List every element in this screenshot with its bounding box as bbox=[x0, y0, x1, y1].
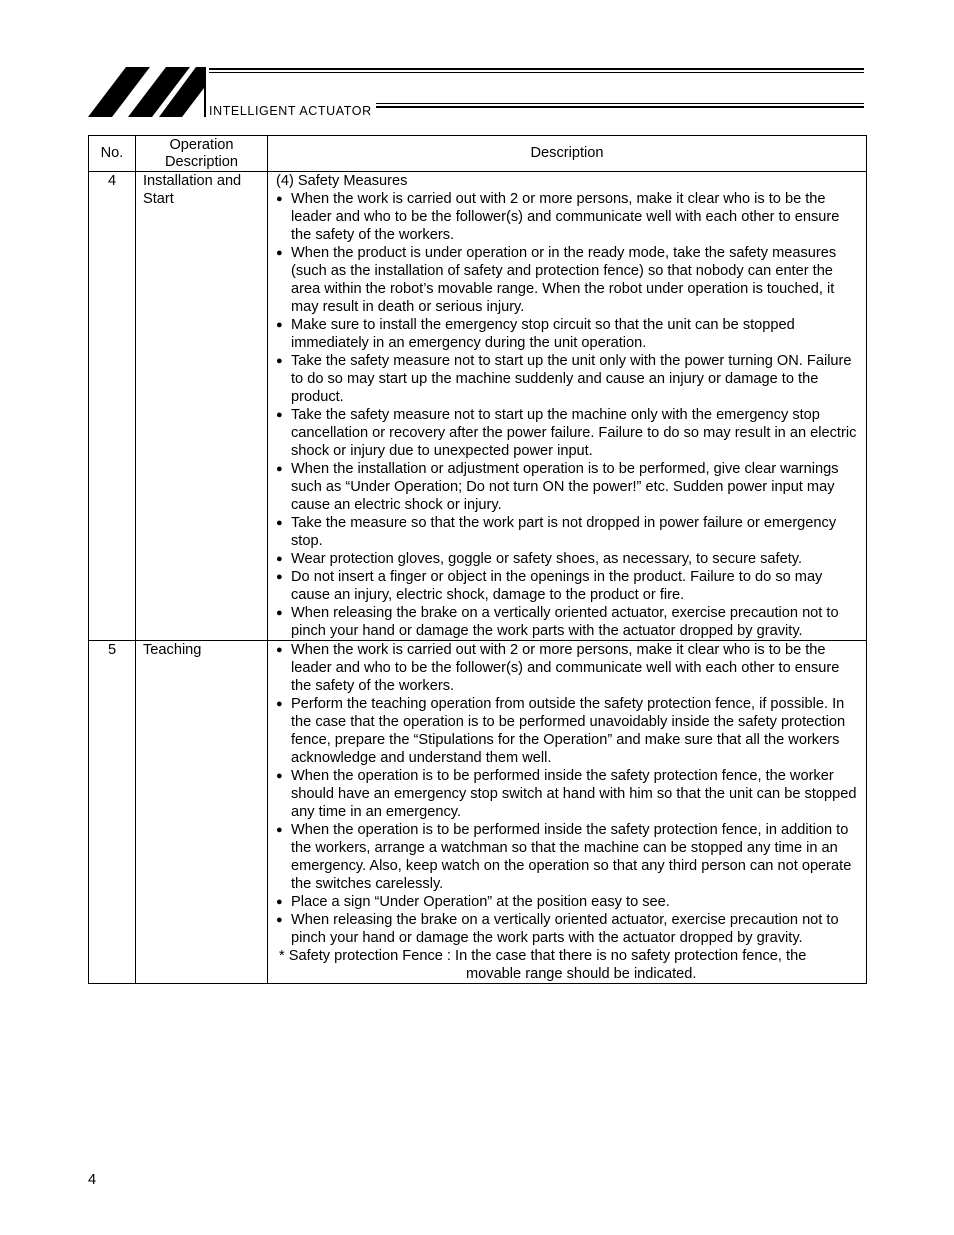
header-rule bbox=[376, 106, 864, 108]
table-header-row bbox=[89, 136, 867, 172]
brand-name: INTELLIGENT ACTUATOR bbox=[209, 104, 372, 118]
list-item: ● When the work is carried out with 2 or more persons, make it clear who is to be the leader and who to be the follower(s) and communicate well with each other to ensure the safety of the workers. bbox=[276, 190, 860, 244]
section-subtitle: (4) Safety Measures bbox=[276, 173, 408, 189]
list-item: ● Perform the teaching operation from outside the safety protection fence, if possible. In the case that the operation is to be performed unavoidably inside the safety protection fence, prepare the “Stipulations for the Operation” and make sure that all the workers acknowledge and understand them well. bbox=[276, 695, 860, 767]
operation-name: Installation and Start bbox=[136, 172, 268, 641]
table-row bbox=[89, 641, 867, 984]
header-rule bbox=[209, 72, 864, 73]
header-rule bbox=[209, 68, 864, 70]
header-operation: Operation Description bbox=[136, 136, 268, 172]
description-cell bbox=[268, 641, 867, 984]
list-item: ● Take the safety measure not to start up the machine only with the emergency stop cancellation or recovery after the power failure. Failure to do so may result in an electric shock or injury due to unexpected power input. bbox=[276, 406, 860, 460]
bullet-list bbox=[276, 190, 860, 640]
footnote-continuation: movable range should be indicated. bbox=[466, 966, 697, 982]
header-description: Description bbox=[268, 136, 867, 172]
header-no: No. bbox=[89, 136, 136, 172]
footnote: * Safety protection Fence : In the case that there is no safety protection fence, the bbox=[279, 948, 807, 964]
list-item: ● Wear protection gloves, goggle or safety shoes, as necessary, to secure safety. bbox=[276, 550, 860, 568]
list-item: ● When the operation is to be performed inside the safety protection fence, the worker should have an emergency stop switch at hand with him so that the unit can be stopped any time in an emergency. bbox=[276, 767, 860, 821]
list-item: ● Take the safety measure not to start up the unit only with the power turning ON. Failure to do so may start up the machine suddenly and cause an injury or damage to the product. bbox=[276, 352, 860, 406]
page-header bbox=[0, 0, 954, 130]
operation-name: Teaching bbox=[136, 641, 268, 984]
page-number: 4 bbox=[88, 1172, 97, 1188]
list-item: ● When the product is under operation or in the ready mode, take the safety measures (such as the installation of safety and protection fence) so that nobody can enter the area within the robot’s movable range. When the robot under operation is touched, it may result in death or serious injury. bbox=[276, 244, 860, 316]
description-cell bbox=[268, 172, 867, 641]
list-item: ● Make sure to install the emergency stop circuit so that the unit can be stopped immediately in an emergency during the unit operation. bbox=[276, 316, 860, 352]
list-item: ● When the operation is to be performed inside the safety protection fence, in addition to the workers, arrange a watchman so that the machine can be stopped any time in an emergency. Also, keep watch on the operation so that any third person can not operate the switches carelessly. bbox=[276, 821, 860, 893]
list-item: ● Take the measure so that the work part is not dropped in power failure or emergency stop. bbox=[276, 514, 860, 550]
list-item: ● Do not insert a finger or object in the openings in the product. Failure to do so may cause an injury, electric shock, damage to the product or fire. bbox=[276, 568, 860, 604]
list-item: ● When the installation or adjustment operation is to be performed, give clear warnings such as “Under Operation; Do not turn ON the power!” etc. Sudden power input may cause an electric shock or injury. bbox=[276, 460, 860, 514]
list-item: ● When the work is carried out with 2 or more persons, make it clear who is to be the leader and who to be the follower(s) and communicate well with each other to ensure the safety of the workers. bbox=[276, 641, 860, 695]
safety-table bbox=[88, 135, 867, 984]
bullet-list bbox=[276, 641, 860, 947]
row-number: 4 bbox=[89, 172, 136, 641]
list-item: ● When releasing the brake on a vertically oriented actuator, exercise precaution not to pinch your hand or damage the work parts with the actuator dropped by gravity. bbox=[276, 911, 860, 947]
table-row bbox=[89, 172, 867, 641]
list-item: ● When releasing the brake on a vertically oriented actuator, exercise precaution not to pinch your hand or damage the work parts with the actuator dropped by gravity. bbox=[276, 604, 860, 640]
ia-logo-icon bbox=[0, 0, 954, 130]
list-item: ● Place a sign “Under Operation” at the position easy to see. bbox=[276, 893, 860, 911]
header-rule bbox=[376, 103, 864, 104]
row-number: 5 bbox=[89, 641, 136, 984]
